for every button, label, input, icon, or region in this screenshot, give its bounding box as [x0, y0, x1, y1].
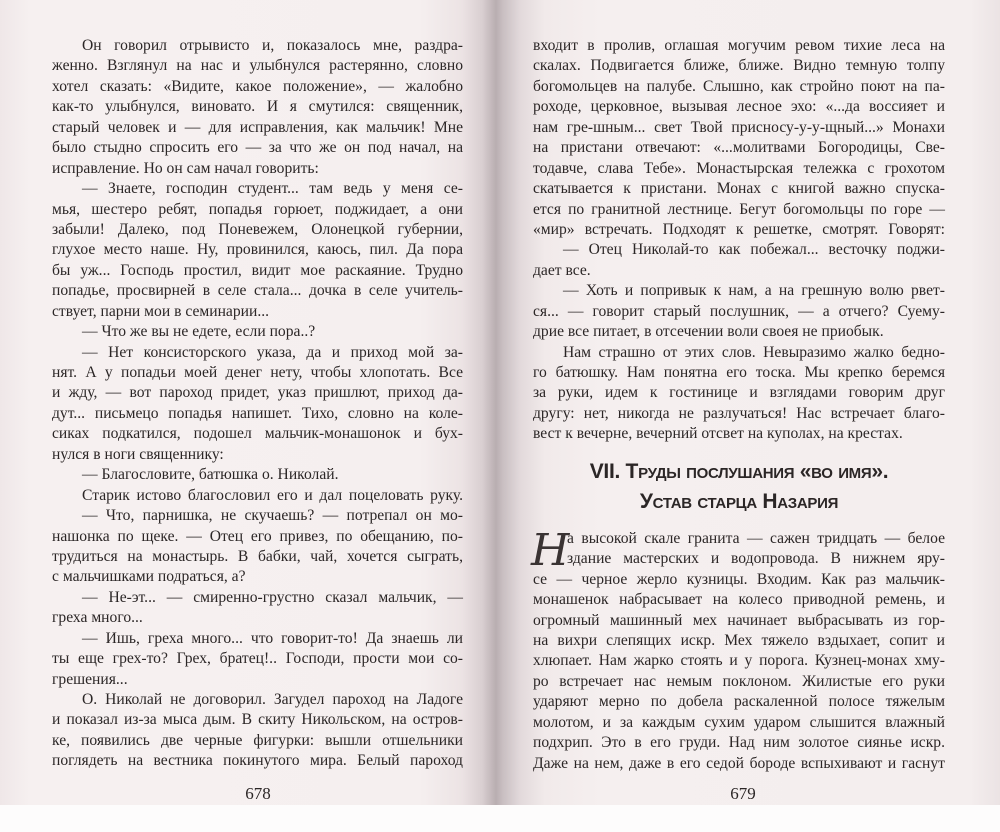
- text-line: как-то улыбнулся, виновато. И я смутился: священник,: [52, 98, 463, 116]
- text-line: го батюшку. Нам понятна его тоска. Мы крепко беремся: [533, 364, 945, 381]
- text-line: другу: нет, никогда не разлучаться! Нас встречает благо-: [533, 404, 945, 422]
- text-line: нам гре-шным... свет Твой присносу-у-у-щный...» Монахи: [533, 118, 945, 136]
- text-line: греха много...: [52, 609, 143, 627]
- text-line: Даже на нем, даже в его седой бороде вспыхивают и гаснут: [533, 754, 945, 772]
- text-line: забыли! Далеко, под Поневежем, Олонецкой губернии,: [52, 220, 463, 238]
- text-line: ты еще грех-то? Грех, братец!.. Господи, прости мои со-: [52, 650, 463, 668]
- text-line: — Хоть и попривык к нам, а на грешную волю рвет-: [563, 282, 945, 300]
- text-line: — Что же вы не едете, если пора..?: [82, 323, 316, 341]
- text-line: мья, шестеро ребят, попадья горюет, поджидает, а они: [52, 200, 463, 218]
- text-line: тодавче, слава Тебе». Монастырская тележка с грохотом: [533, 159, 945, 177]
- text-line: вест к вечерне, вечерний отсвет на куполах, на крестах.: [533, 425, 903, 443]
- text-line: нят. А у попадьи моей денег нету, чтобы хлопотать. Все: [52, 364, 463, 381]
- text-line: и жду, — вот пароход придет, указ пришлют, приход да-: [52, 384, 463, 402]
- text-line: глухое место наше. Ну, провинился, каюсь, пил. Да пора: [52, 241, 463, 259]
- text-line: Нам страшно от этих слов. Невыразимо жалко бедно-: [563, 343, 945, 361]
- text-line: огромный машинный мех начинает выбрасывать из гор-: [533, 611, 945, 629]
- text-line: скатывается к пристани. Монах с книгой важно спуска-: [533, 180, 945, 198]
- text-line: трудиться на монастырь. В бабки, чай, хочется сыграть,: [52, 547, 463, 565]
- text-line: — Что, парнишка, не скучаешь? — потрепал он мо-: [82, 507, 463, 525]
- scan-margin: [0, 805, 1000, 832]
- text-line: бы уж... Господь простил, видит мое раскаяние. Трудно: [52, 261, 463, 279]
- text-line: хотел сказать: «Видите, какое положение», — жалобно: [52, 77, 463, 95]
- text-line: «мир» встречать. Подходят к решетке, смотрят. Говорят:: [533, 220, 945, 238]
- text-line: здание мастерских и водопровода. В нижнем яру-: [567, 550, 945, 568]
- text-line: сиках подкатился, подошел мальчик-монашонок и бух-: [52, 425, 463, 443]
- text-line: ро встречает нас немым поклоном. Жилистые его руки: [533, 672, 945, 690]
- text-line: — Благословите, батюшка о. Николай.: [82, 466, 339, 484]
- text-line: ся... — говорит старый послушник, — а отчего? Суему-: [533, 302, 945, 320]
- right-page-text: [533, 36, 945, 774]
- text-line: ударяют мерно по добела раскаленной полосе тяжелым: [533, 693, 945, 711]
- text-line: молотом, и за каждым сухим ударом слышится влажный: [533, 713, 945, 731]
- text-line: роходе, церковное, вызывая лесное эхо: «...да воссияет и: [533, 98, 945, 116]
- text-line: грешения...: [52, 670, 128, 688]
- chapter-heading-line: Устав старца Назария: [639, 489, 839, 513]
- text-line: Старик истово благословил его и дал поцеловать руку.: [82, 486, 463, 504]
- text-line: было стыдно спросить его — за что же он под начал, на: [52, 139, 463, 157]
- text-line: а высокой скале гранита — сажен тридцать — белое: [567, 529, 945, 547]
- chapter-heading: [533, 457, 945, 517]
- text-line: на пристани отвечают: «...молитвами Богородицы, Све-: [533, 139, 945, 157]
- text-line: — Знаете, господин студент... там ведь у меня се-: [82, 180, 463, 198]
- drop-cap: Н: [531, 524, 570, 576]
- text-line: дает все.: [533, 261, 591, 279]
- text-line: женно. Взглянул на нас и улыбнулся растерянно, словно: [52, 57, 463, 75]
- text-line: хлюпает. Нам жарко стоять и у порога. Кузнец-монах хму-: [533, 652, 945, 670]
- text-line: — Ишь, греха много... что говорит-то! Да знаешь ли: [82, 629, 463, 647]
- text-line: О. Николай не договорил. Загудел пароход на Ладоге: [82, 691, 463, 708]
- text-line: с мальчишками подраться, а?: [52, 568, 246, 586]
- left-page-text: [52, 36, 463, 772]
- text-line: скалах. Подвигается ближе, ближе. Видно темную толпу: [533, 57, 945, 75]
- text-line: богомольцев на палубе. Слышно, как стройно поют на па-: [533, 77, 945, 95]
- text-line: ется по гранитной лестнице. Бегут богомольцы по горе —: [533, 200, 945, 218]
- text-line: и показал из-за мыса дым. В скиту Никольском, на остров-: [52, 711, 463, 729]
- text-line: дрие все питает, в отсечении воли своея не приобык.: [533, 323, 884, 341]
- chapter-heading-line: VII. Труды послушания «во имя».: [589, 459, 889, 483]
- text-line: нашонка по щеке. — Отец его привез, по обещанию, по-: [52, 527, 463, 545]
- text-line: попадье, просвирней в селе стала... дочка в селе учитель-: [52, 282, 463, 300]
- text-line: входит в пролив, оглашая могучим ревом тихие леса на: [533, 37, 945, 54]
- text-line: монашенок набрасывает на колесо приводной ремень, и: [533, 591, 945, 609]
- text-line: — Отец Николай-то как побежал... весточку поджи-: [563, 241, 945, 259]
- text-line: за руки, идем к гостинице и взглядами говорим друг: [533, 384, 945, 402]
- text-line: ке, появились две черные фигурки: вышли отшельники: [52, 731, 463, 749]
- text-line: исправление. Но он сам начал говорить:: [52, 159, 319, 177]
- text-line: нулся в ноги священнику:: [52, 445, 224, 463]
- text-line: Он говорил отрывисто и, показалось мне, раздра-: [82, 37, 463, 54]
- page-number-left: 678: [245, 784, 271, 803]
- text-line: на вихри слепящих искр. Мех тяжело вздыхает, сопит и: [533, 631, 945, 649]
- text-line: се — черное жерло кузницы. Входим. Как раз мальчик-: [533, 570, 945, 588]
- text-line: ствует, парни мои в семинарии...: [52, 302, 270, 320]
- text-line: старый человек и — для исправления, как мальчик! Мне: [52, 118, 463, 136]
- text-line: поглядеть на вестника покинутого мира. Белый пароход: [52, 752, 463, 770]
- page-number-right: 679: [730, 784, 756, 803]
- text-line: подхрип. Это в его груди. Над ним золотое сиянье искр.: [533, 734, 945, 752]
- text-line: — Не-эт... — смиренно-грустно сказал мальчик, —: [82, 588, 463, 606]
- text-line: — Нет консисторского указа, да и приход мой за-: [82, 343, 463, 361]
- text-line: дут... письмецо попадья напишет. Тихо, словно на коле-: [52, 404, 463, 422]
